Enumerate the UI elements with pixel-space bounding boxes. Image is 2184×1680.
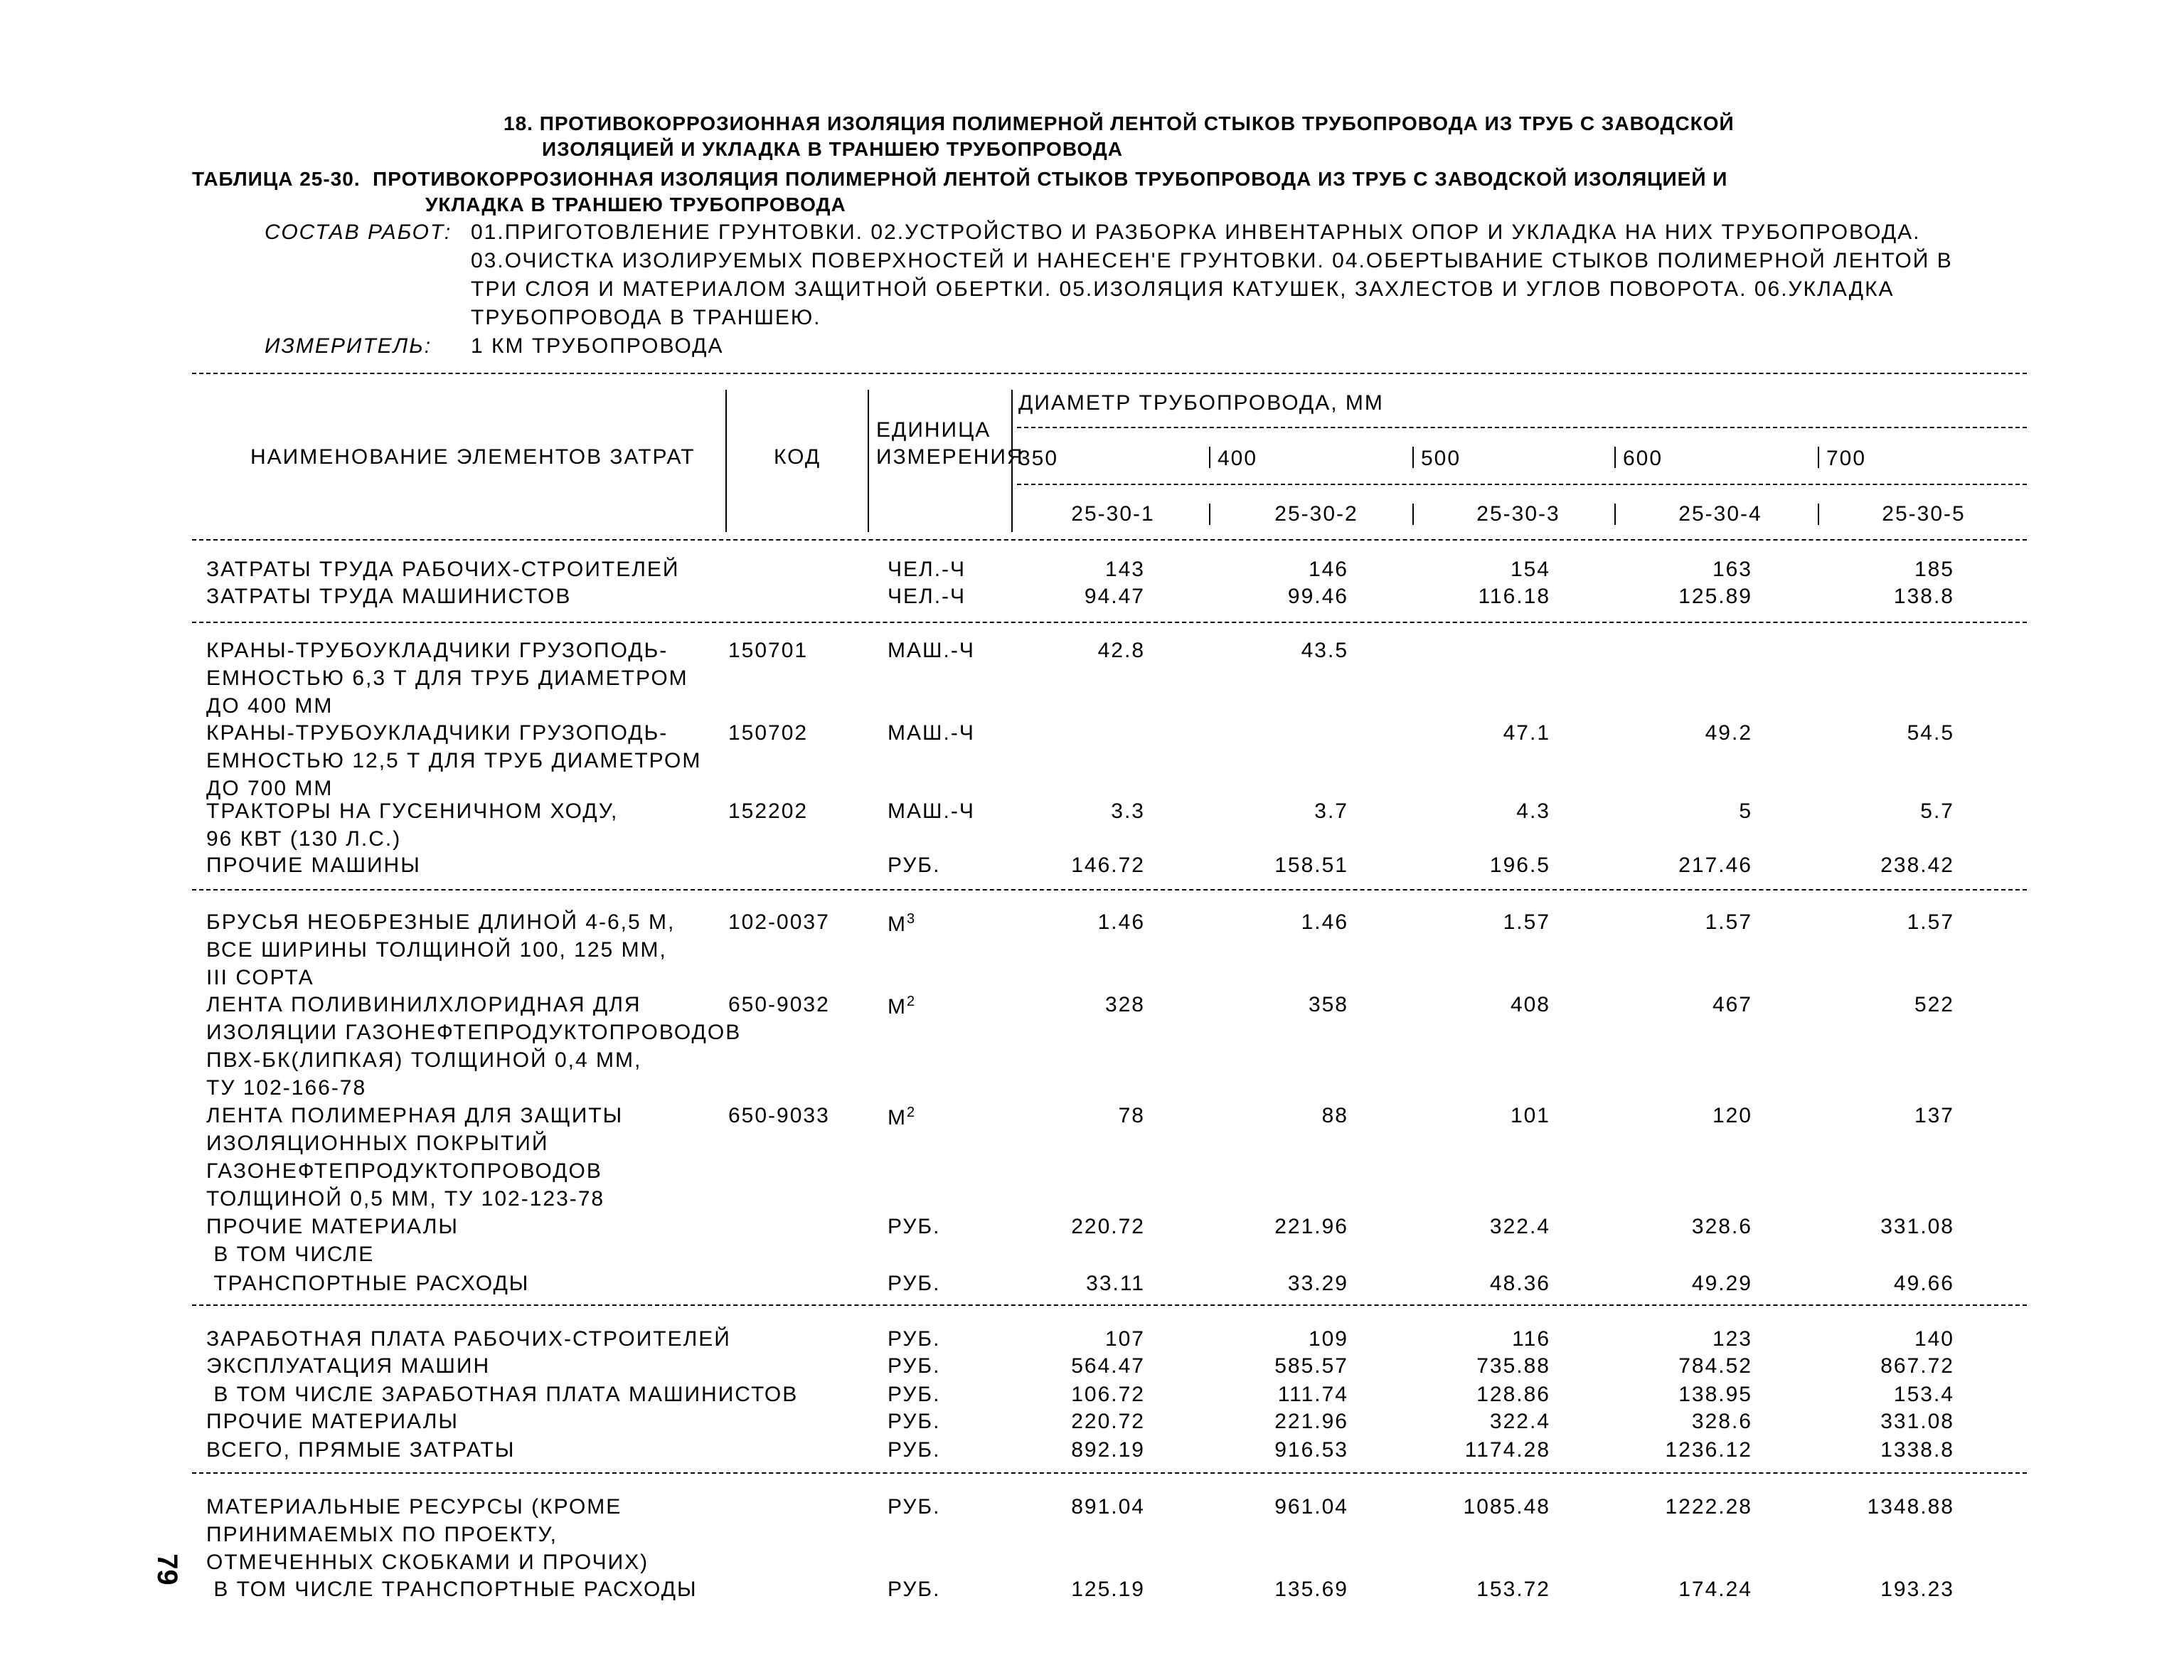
section-title-line2: ИЗОЛЯЦИЕЙ И УКЛАДКА В ТРАНШЕЮ ТРУБОПРОВОДА	[542, 138, 1123, 160]
row-name: ИЗОЛЯЦИОННЫХ ПОКРЫТИЙ	[206, 1132, 549, 1155]
row-value: 43.5	[1301, 639, 1348, 662]
row-value: 221.96	[1274, 1410, 1348, 1433]
code-25-30-2: 25-30-2	[1274, 502, 1358, 526]
table-top-rule	[192, 373, 2027, 374]
row-value: 146	[1308, 558, 1348, 581]
row-value: 5	[1739, 799, 1752, 823]
row-value: 735.88	[1476, 1354, 1550, 1378]
row-name: III СОРТА	[206, 966, 314, 989]
row-unit: РУБ.	[888, 1327, 941, 1351]
row-value: 1.57	[1705, 910, 1752, 934]
row-value: 408	[1510, 993, 1550, 1016]
row-name: ПРИНИМАЕМЫХ ПО ПРОЕКТУ,	[206, 1523, 558, 1546]
row-value: 48.36	[1489, 1272, 1550, 1295]
row-code: 650-9033	[728, 1104, 830, 1127]
row-value: 196.5	[1489, 854, 1550, 877]
row-name: ОТМЕЧЕННЫХ СКОБКАМИ И ПРОЧИХ)	[206, 1551, 649, 1574]
row-value: 125.89	[1678, 585, 1752, 608]
row-value: 1174.28	[1464, 1438, 1550, 1462]
row-unit: РУБ.	[888, 1354, 941, 1378]
header-sep-d1	[1209, 447, 1210, 468]
row-value: 137	[1914, 1104, 1954, 1127]
row-value: 328	[1104, 993, 1145, 1016]
row-value: 123	[1712, 1327, 1752, 1351]
row-name: МАТЕРИАЛЬНЫЕ РЕСУРСЫ (КРОМЕ	[206, 1495, 622, 1519]
row-value: 238.42	[1880, 854, 1954, 877]
row-name: В ТОМ ЧИСЛЕ ЗАРАБОТНАЯ ПЛАТА МАШИНИСТОВ	[206, 1383, 799, 1406]
row-value: 138.8	[1893, 585, 1954, 608]
code-25-30-5: 25-30-5	[1882, 502, 1966, 526]
row-name: ДО 400 ММ	[206, 694, 334, 718]
row-value: 185	[1914, 558, 1954, 581]
row-value: 94.47	[1084, 585, 1145, 608]
row-value: 331.08	[1880, 1215, 1954, 1238]
code-25-30-1: 25-30-1	[1071, 502, 1155, 526]
work-line-1: 01.ПРИГОТОВЛЕНИЕ ГРУНТОВКИ. 02.УСТРОЙСТВО И РАЗБОРКА ИНВЕНТАРНЫХ ОПОР И УКЛАДКА НА НИХ ТРУБОПРОВОДА.	[471, 220, 1921, 244]
row-value: 49.29	[1691, 1272, 1752, 1295]
row-name: БРУСЬЯ НЕОБРЕЗНЫЕ ДЛИНОЙ 4-6,5 М,	[206, 910, 676, 934]
row-value: 220.72	[1071, 1215, 1145, 1238]
row-value: 220.72	[1071, 1410, 1145, 1433]
row-value: 892.19	[1071, 1438, 1145, 1462]
row-value: 221.96	[1274, 1215, 1348, 1238]
row-name: ВСЕ ШИРИНЫ ТОЛЩИНОЙ 100, 125 ММ,	[206, 938, 667, 962]
row-value: 154	[1510, 558, 1550, 581]
row-value: 153.4	[1893, 1383, 1954, 1406]
row-unit: ЧЕЛ.-Ч	[888, 585, 966, 608]
row-name: ДО 700 ММ	[206, 777, 334, 800]
row-name: ВСЕГО, ПРЯМЫЕ ЗАТРАТЫ	[206, 1438, 516, 1462]
row-value: 49.66	[1893, 1272, 1954, 1295]
col-header-unit-2: ИЗМЕРЕНИЯ	[876, 445, 1024, 469]
header-sep-c1	[1209, 504, 1210, 525]
row-name: ЭКСПЛУАТАЦИЯ МАШИН	[206, 1354, 491, 1378]
row-name: КРАНЫ-ТРУБОУКЛАДЧИКИ ГРУЗОПОДЬ-	[206, 639, 668, 662]
row-value: 135.69	[1274, 1578, 1348, 1601]
row-value: 328.6	[1691, 1215, 1752, 1238]
row-value: 107	[1104, 1327, 1145, 1351]
row-unit: $М^2$	[888, 1105, 917, 1129]
code-25-30-4: 25-30-4	[1678, 502, 1762, 526]
row-name: ЗАТРАТЫ ТРУДА РАБОЧИХ-СТРОИТЕЛЕЙ	[206, 558, 680, 581]
code-25-30-3: 25-30-3	[1476, 502, 1560, 526]
row-name: ЕМНОСТЬЮ 12,5 Т ДЛЯ ТРУБ ДИАМЕТРОМ	[206, 749, 702, 772]
row-value: 146.72	[1071, 854, 1145, 877]
row-value: 88	[1321, 1104, 1348, 1127]
col-header-diameter: ДИАМЕТР ТРУБОПРОВОДА, ММ	[1018, 391, 1384, 415]
row-name: ЗАРАБОТНАЯ ПЛАТА РАБОЧИХ-СТРОИТЕЛЕЙ	[206, 1327, 731, 1351]
work-composition-label: СОСТАВ РАБОТ:	[265, 220, 452, 244]
row-value: 78	[1118, 1104, 1145, 1127]
diameter-350: 350	[1018, 447, 1059, 470]
row-value: 467	[1712, 993, 1752, 1016]
row-value: 125.19	[1071, 1578, 1145, 1601]
diameter-700: 700	[1826, 447, 1867, 470]
section-rule-4	[192, 1472, 2027, 1474]
row-name: ТРАНСПОРТНЫЕ РАСХОДЫ	[206, 1272, 530, 1295]
row-name: ИЗОЛЯЦИИ ГАЗОНЕФТЕПРОДУКТОПРОВОДОВ	[206, 1021, 742, 1044]
row-name: ЕМНОСТЬЮ 6,3 Т ДЛЯ ТРУБ ДИАМЕТРОМ	[206, 666, 688, 690]
row-value: 193.23	[1880, 1578, 1954, 1601]
row-value: 120	[1712, 1104, 1752, 1127]
row-value: 322.4	[1489, 1215, 1550, 1238]
table-title-line1: ТАБЛИЦА 25-30. ПРОТИВОКОРРОЗИОННАЯ ИЗОЛЯЦИЯ ПОЛИМЕРНОЙ ЛЕНТОЙ СТЫКОВ ТРУБОПРОВОДА ИЗ ТРУБ С ЗАВОДСКОЙ ИЗОЛЯЦИЕЙ И	[192, 168, 1728, 190]
section-title-line1: 18. ПРОТИВОКОРРОЗИОННАЯ ИЗОЛЯЦИЯ ПОЛИМЕРНОЙ ЛЕНТОЙ СТЫКОВ ТРУБОПРОВОДА ИЗ ТРУБ С ЗАВОДСКОЙ	[504, 112, 1735, 134]
row-name: ПРОЧИЕ МАТЕРИАЛЫ	[206, 1410, 459, 1433]
row-value: 54.5	[1907, 721, 1954, 745]
row-name: ТУ 102-166-78	[206, 1076, 367, 1100]
row-unit: РУБ.	[888, 1383, 941, 1406]
header-sep-c4	[1818, 504, 1819, 525]
diameter-400: 400	[1218, 447, 1258, 470]
row-code: 152202	[728, 799, 809, 823]
row-value: 1.57	[1907, 910, 1954, 934]
diameter-600: 600	[1623, 447, 1663, 470]
row-value: 140	[1914, 1327, 1954, 1351]
row-value: 867.72	[1880, 1354, 1954, 1378]
row-value: 99.46	[1287, 585, 1348, 608]
row-value: 153.72	[1476, 1578, 1550, 1601]
measure-value: 1 КМ ТРУБОПРОВОДА	[471, 334, 724, 358]
row-value: 116.18	[1478, 585, 1550, 608]
row-value: 3.7	[1314, 799, 1348, 823]
row-value: 109	[1308, 1327, 1348, 1351]
diameter-rule	[1017, 427, 2027, 428]
row-value: 784.52	[1678, 1354, 1752, 1378]
header-sep-2	[868, 390, 869, 532]
row-value: 891.04	[1071, 1495, 1145, 1519]
row-name: ГАЗОНЕФТЕПРОДУКТОПРОВОДОВ	[206, 1159, 602, 1183]
row-value: 1085.48	[1463, 1495, 1550, 1519]
col-header-unit-1: ЕДИНИЦА	[876, 418, 991, 442]
diameter-500: 500	[1421, 447, 1461, 470]
row-name: ПВХ-БК(ЛИПКАЯ) ТОЛЩИНОЙ 0,4 ММ,	[206, 1048, 642, 1072]
row-unit: МАШ.-Ч	[888, 639, 975, 662]
header-bottom-rule	[192, 539, 2027, 541]
row-name: ЛЕНТА ПОЛИМЕРНАЯ ДЛЯ ЗАЩИТЫ	[206, 1104, 624, 1127]
row-value: 4.3	[1516, 799, 1550, 823]
row-value: 143	[1104, 558, 1145, 581]
header-sep-d4	[1818, 447, 1819, 468]
row-value: 358	[1308, 993, 1348, 1016]
row-value: 174.24	[1678, 1578, 1752, 1601]
row-value: 47.1	[1503, 721, 1550, 745]
row-code: 650-9032	[728, 993, 830, 1016]
row-unit: $М^2$	[888, 994, 917, 1019]
row-unit: МАШ.-Ч	[888, 721, 975, 745]
row-name: ЛЕНТА ПОЛИВИНИЛХЛОРИДНАЯ ДЛЯ	[206, 993, 641, 1016]
row-unit: РУБ.	[888, 1438, 941, 1462]
row-value: 1.46	[1301, 910, 1348, 934]
row-name: КРАНЫ-ТРУБОУКЛАДЧИКИ ГРУЗОПОДЬ-	[206, 721, 668, 745]
row-unit: РУБ.	[888, 1410, 941, 1433]
row-name: ТОЛЩИНОЙ 0,5 ММ, ТУ 102-123-78	[206, 1187, 605, 1211]
row-value: 217.46	[1678, 854, 1752, 877]
row-value: 128.86	[1476, 1383, 1550, 1406]
table-title-line2: УКЛАДКА В ТРАНШЕЮ ТРУБОПРОВОДА	[425, 193, 846, 216]
row-value: 1338.8	[1880, 1438, 1954, 1462]
row-name: ТРАКТОРЫ НА ГУСЕНИЧНОМ ХОДУ,	[206, 799, 619, 823]
row-value: 331.08	[1880, 1410, 1954, 1433]
row-value: 1.46	[1097, 910, 1145, 934]
section-rule-3	[192, 1304, 2027, 1306]
row-value: 3.3	[1111, 799, 1145, 823]
row-value: 33.29	[1287, 1272, 1348, 1295]
row-unit: РУБ.	[888, 1495, 941, 1519]
header-sep-c3	[1614, 504, 1616, 525]
row-value: 138.95	[1678, 1383, 1752, 1406]
row-value: 1222.28	[1665, 1495, 1752, 1519]
row-code: 150702	[728, 721, 809, 745]
diameter-code-rule	[1017, 484, 2027, 485]
row-unit: РУБ.	[888, 1215, 941, 1238]
row-value: 1.57	[1503, 910, 1550, 934]
measure-label: ИЗМЕРИТЕЛЬ:	[265, 334, 432, 358]
header-sep-d2	[1412, 447, 1414, 468]
row-value: 522	[1914, 993, 1954, 1016]
row-name: ПРОЧИЕ МАШИНЫ	[206, 854, 421, 877]
row-unit: РУБ.	[888, 1578, 941, 1601]
row-value: 101	[1510, 1104, 1550, 1127]
row-value: 1348.88	[1867, 1495, 1954, 1519]
row-name: ПРОЧИЕ МАТЕРИАЛЫ	[206, 1215, 459, 1238]
section-rule-1	[192, 622, 2027, 623]
row-name: В ТОМ ЧИСЛЕ	[206, 1243, 375, 1266]
row-value: 111.74	[1277, 1383, 1348, 1406]
row-name: В ТОМ ЧИСЛЕ ТРАНСПОРТНЫЕ РАСХОДЫ	[206, 1578, 698, 1601]
section-rule-2	[192, 889, 2027, 890]
row-name: 96 КВТ (130 Л.С.)	[206, 827, 402, 851]
row-value: 916.53	[1274, 1438, 1348, 1462]
row-value: 322.4	[1489, 1410, 1550, 1433]
row-value: 328.6	[1691, 1410, 1752, 1433]
row-unit: РУБ.	[888, 854, 941, 877]
row-value: 163	[1712, 558, 1752, 581]
row-value: 42.8	[1097, 639, 1145, 662]
col-header-code: КОД	[774, 445, 821, 469]
row-value: 5.7	[1920, 799, 1954, 823]
row-value: 585.57	[1274, 1354, 1348, 1378]
row-value: 116	[1512, 1327, 1550, 1351]
row-value: 1236.12	[1665, 1438, 1752, 1462]
header-sep-d3	[1614, 447, 1616, 468]
header-sep-1	[725, 390, 727, 532]
work-line-2: 03.ОЧИСТКА ИЗОЛИРУЕМЫХ ПОВЕРХНОСТЕЙ И НАНЕСЕН'Е ГРУНТОВКИ. 04.ОБЕРТЫВАНИЕ СТЫКОВ ПОЛИМЕРНОЙ ЛЕНТОЙ В	[471, 249, 1953, 272]
row-value: 33.11	[1086, 1272, 1145, 1295]
row-name: ЗАТРАТЫ ТРУДА МАШИНИСТОВ	[206, 585, 572, 608]
row-unit: МАШ.-Ч	[888, 799, 975, 823]
row-unit: ЧЕЛ.-Ч	[888, 558, 966, 581]
row-value: 158.51	[1274, 854, 1348, 877]
work-line-3: ТРИ СЛОЯ И МАТЕРИАЛОМ ЗАЩИТНОЙ ОБЕРТКИ. 05.ИЗОЛЯЦИЯ КАТУШЕК, ЗАХЛЕСТОВ И УГЛОВ ПОВОРОТА. 06.УКЛАДКА	[471, 277, 1895, 301]
row-value: 564.47	[1071, 1354, 1145, 1378]
row-unit: РУБ.	[888, 1272, 941, 1295]
header-sep-c2	[1412, 504, 1414, 525]
row-code: 102-0037	[728, 910, 830, 934]
work-line-4: ТРУБОПРОВОДА В ТРАНШЕЮ.	[471, 306, 821, 329]
row-value: 49.2	[1705, 721, 1752, 745]
row-unit: $М^3$	[888, 911, 917, 936]
col-header-name: НАИМЕНОВАНИЕ ЭЛЕМЕНТОВ ЗАТРАТ	[250, 445, 696, 469]
page-number: 79	[151, 1553, 183, 1585]
row-value: 961.04	[1274, 1495, 1348, 1519]
row-code: 150701	[728, 639, 809, 662]
row-value: 106.72	[1071, 1383, 1145, 1406]
